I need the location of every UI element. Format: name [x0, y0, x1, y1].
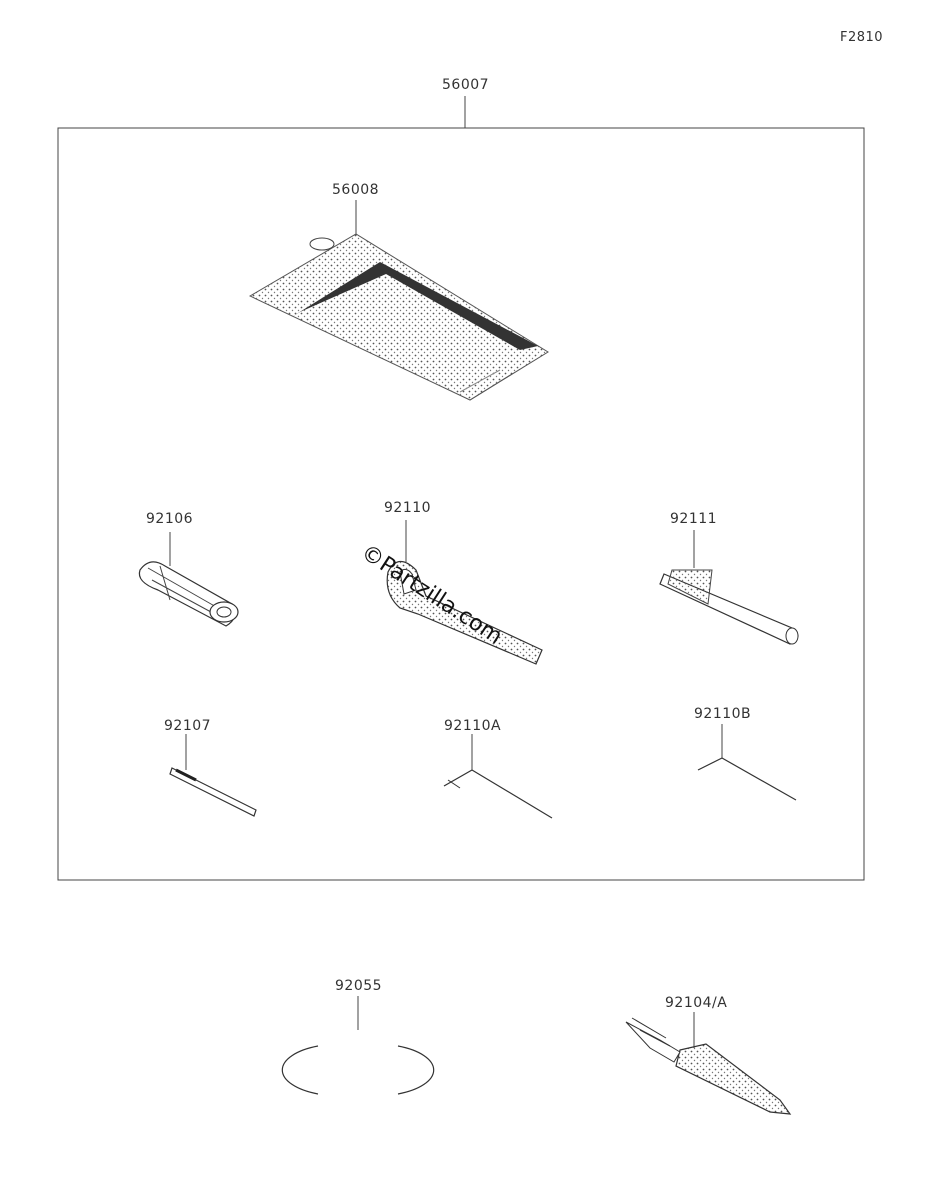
- wrench-b-drawing: [698, 724, 796, 800]
- label-screwdriver-shaft: 92107: [164, 718, 212, 734]
- label-wrench-a: 92110A: [444, 718, 502, 734]
- tool-bag-drawing: [250, 200, 548, 400]
- handle-bar-drawing: [660, 530, 798, 644]
- label-pliers: 92104/A: [665, 995, 728, 1011]
- o-ring-drawing: [282, 996, 433, 1094]
- box-wrench-drawing: [139, 532, 238, 626]
- label-spanner: 92110: [384, 500, 432, 516]
- label-tool-bag: 56008: [332, 182, 380, 198]
- label-o-ring: 92055: [335, 978, 383, 994]
- pliers-drawing: [626, 1012, 790, 1114]
- label-handle-bar: 92111: [670, 511, 718, 527]
- label-kit: 56007: [442, 77, 490, 93]
- figure-code: F2810: [840, 30, 884, 45]
- label-wrench-b: 92110B: [694, 706, 752, 722]
- wrench-a-drawing: [444, 734, 552, 818]
- label-box-wrench: 92106: [146, 511, 194, 527]
- screwdriver-shaft-drawing: [170, 734, 256, 816]
- watermark: ©Partzilla.com: [356, 540, 507, 650]
- kit-frame: [58, 128, 864, 880]
